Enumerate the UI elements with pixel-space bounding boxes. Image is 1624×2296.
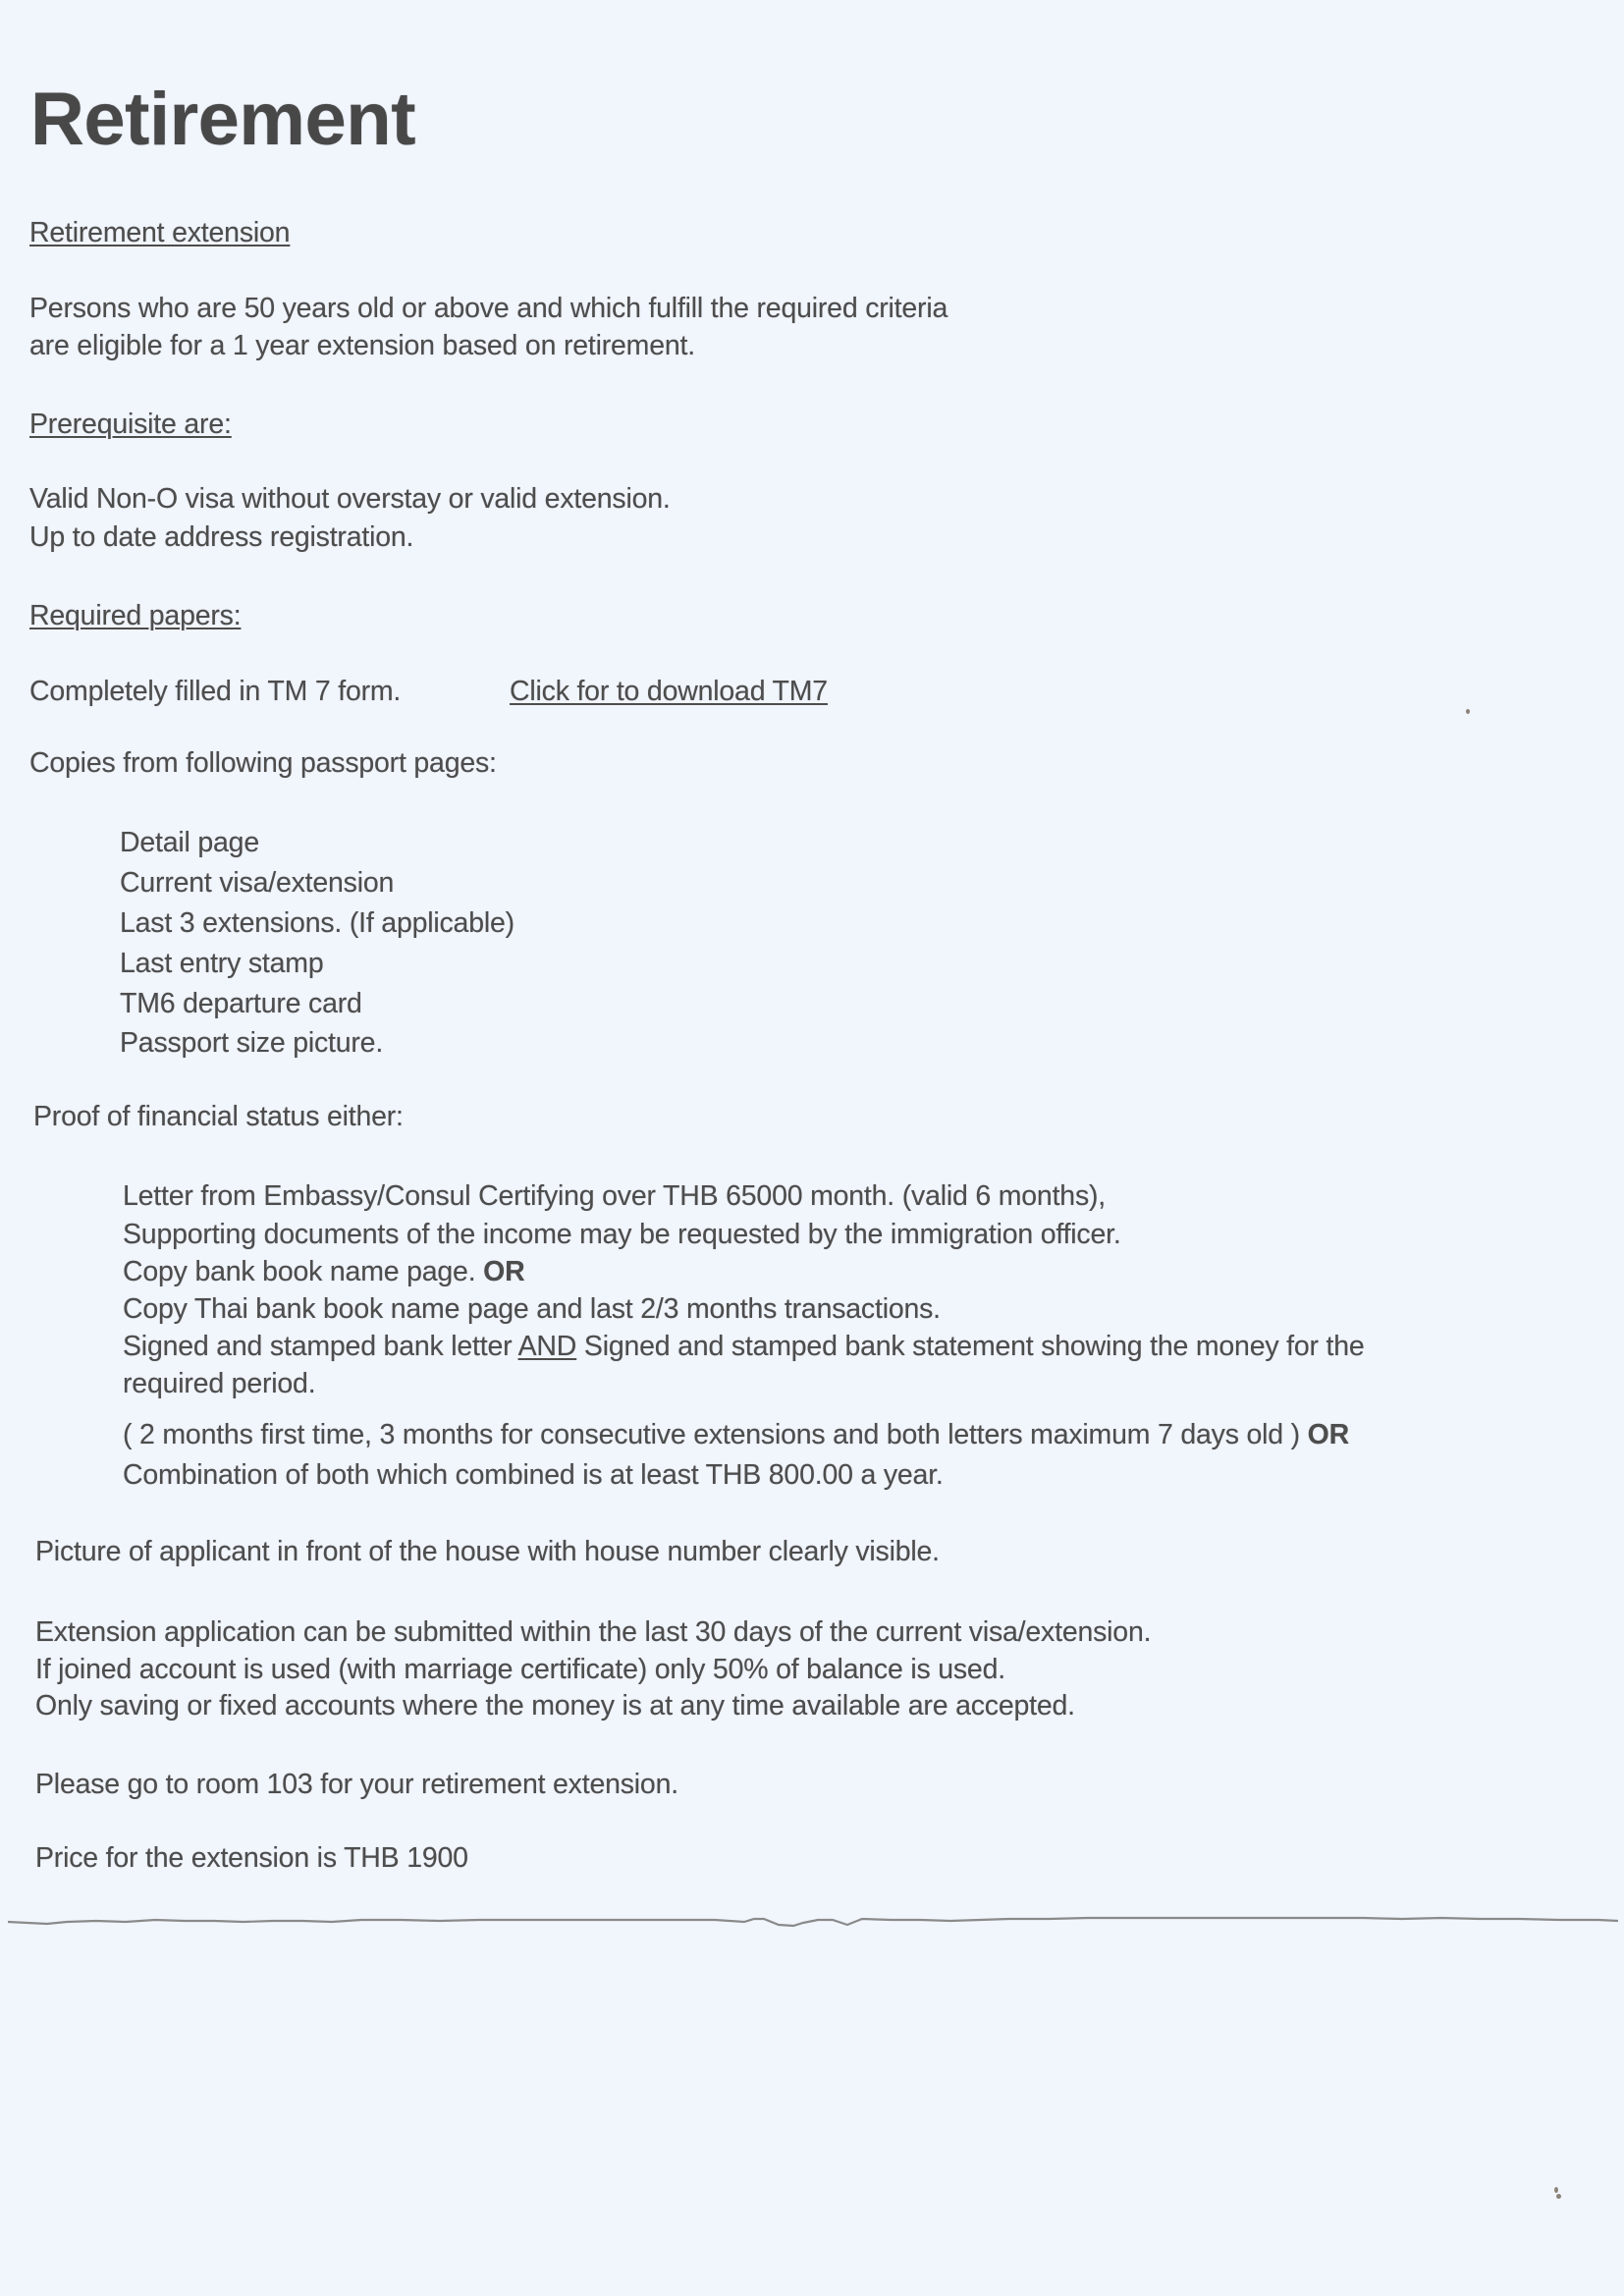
financial-item-continuation: required period. — [123, 1368, 316, 1399]
torn-paper-edge — [8, 1909, 1618, 1937]
financial-item: Copy Thai bank book name page and last 2/3 months transactions. — [123, 1293, 941, 1325]
tm7-requirement-text: Completely filled in TM 7 form. — [29, 676, 402, 707]
financial-item: Combination of both which combined is at least THB 800.00 a year. — [123, 1459, 944, 1491]
financial-item — [123, 1421, 1349, 1449]
financial-item: Letter from Embassy/Consul Certifying over THB 65000 month. (valid 6 months), — [123, 1180, 1106, 1212]
note-line: If joined account is used (with marriage certificate) only 50% of balance is used. — [35, 1654, 1005, 1685]
prerequisite-item: Up to date address registration. — [29, 521, 414, 553]
financial-item-text: Signed and stamped bank statement showing the money for the — [576, 1331, 1365, 1362]
passport-page-item: Passport size picture. — [120, 1027, 384, 1059]
room-instruction: Please go to room 103 for your retirement extension. — [35, 1769, 678, 1800]
scan-speck — [1466, 709, 1470, 714]
and-keyword: AND — [517, 1331, 577, 1362]
house-picture-requirement: Picture of applicant in front of the house with house number clearly visible. — [35, 1536, 940, 1567]
passport-page-item: TM6 departure card — [120, 988, 362, 1019]
passport-page-item: Current visa/extension — [120, 867, 395, 899]
financial-item-text: ( 2 months first time, 3 months for consecutive extensions and both letters maximum 7 days old ) — [123, 1419, 1308, 1450]
financial-item-text: Copy bank book name page. — [123, 1256, 484, 1287]
financial-item — [123, 1333, 1365, 1361]
note-line: Only saving or fixed accounts where the money is at any time available are accepted. — [35, 1690, 1075, 1722]
scan-speck — [1556, 2194, 1561, 2199]
note-line: Extension application can be submitted within the last 30 days of the current visa/extension. — [35, 1616, 1152, 1648]
passport-pages-intro: Copies from following passport pages: — [29, 747, 497, 779]
financial-proof-intro: Proof of financial status either: — [33, 1101, 404, 1132]
section-heading-required-papers: Required papers: — [29, 600, 242, 631]
or-keyword: OR — [1307, 1419, 1349, 1450]
prerequisite-item: Valid Non-O visa without overstay or valid extension. — [29, 483, 671, 515]
intro-line: are eligible for a 1 year extension based on retirement. — [29, 330, 695, 361]
or-keyword: OR — [483, 1256, 525, 1287]
page-title: Retirement — [30, 78, 415, 161]
financial-item — [123, 1258, 525, 1286]
price-line: Price for the extension is THB 1900 — [35, 1842, 468, 1874]
section-heading-prerequisite: Prerequisite are: — [29, 409, 232, 440]
download-tm7-link[interactable]: Click for to download TM7 — [510, 676, 828, 707]
passport-page-item: Last 3 extensions. (If applicable) — [120, 907, 514, 939]
torn-edge-line — [8, 1918, 1618, 1926]
intro-line: Persons who are 50 years old or above and which fulfill the required criteria — [29, 293, 948, 324]
passport-page-item: Last entry stamp — [120, 948, 324, 979]
section-heading-retirement-extension: Retirement extension — [29, 217, 291, 248]
passport-page-item: Detail page — [120, 827, 259, 858]
scan-speck — [1554, 2187, 1558, 2193]
financial-item: Supporting documents of the income may be requested by the immigration officer. — [123, 1219, 1121, 1250]
financial-item-text: Signed and stamped bank letter — [123, 1331, 518, 1362]
